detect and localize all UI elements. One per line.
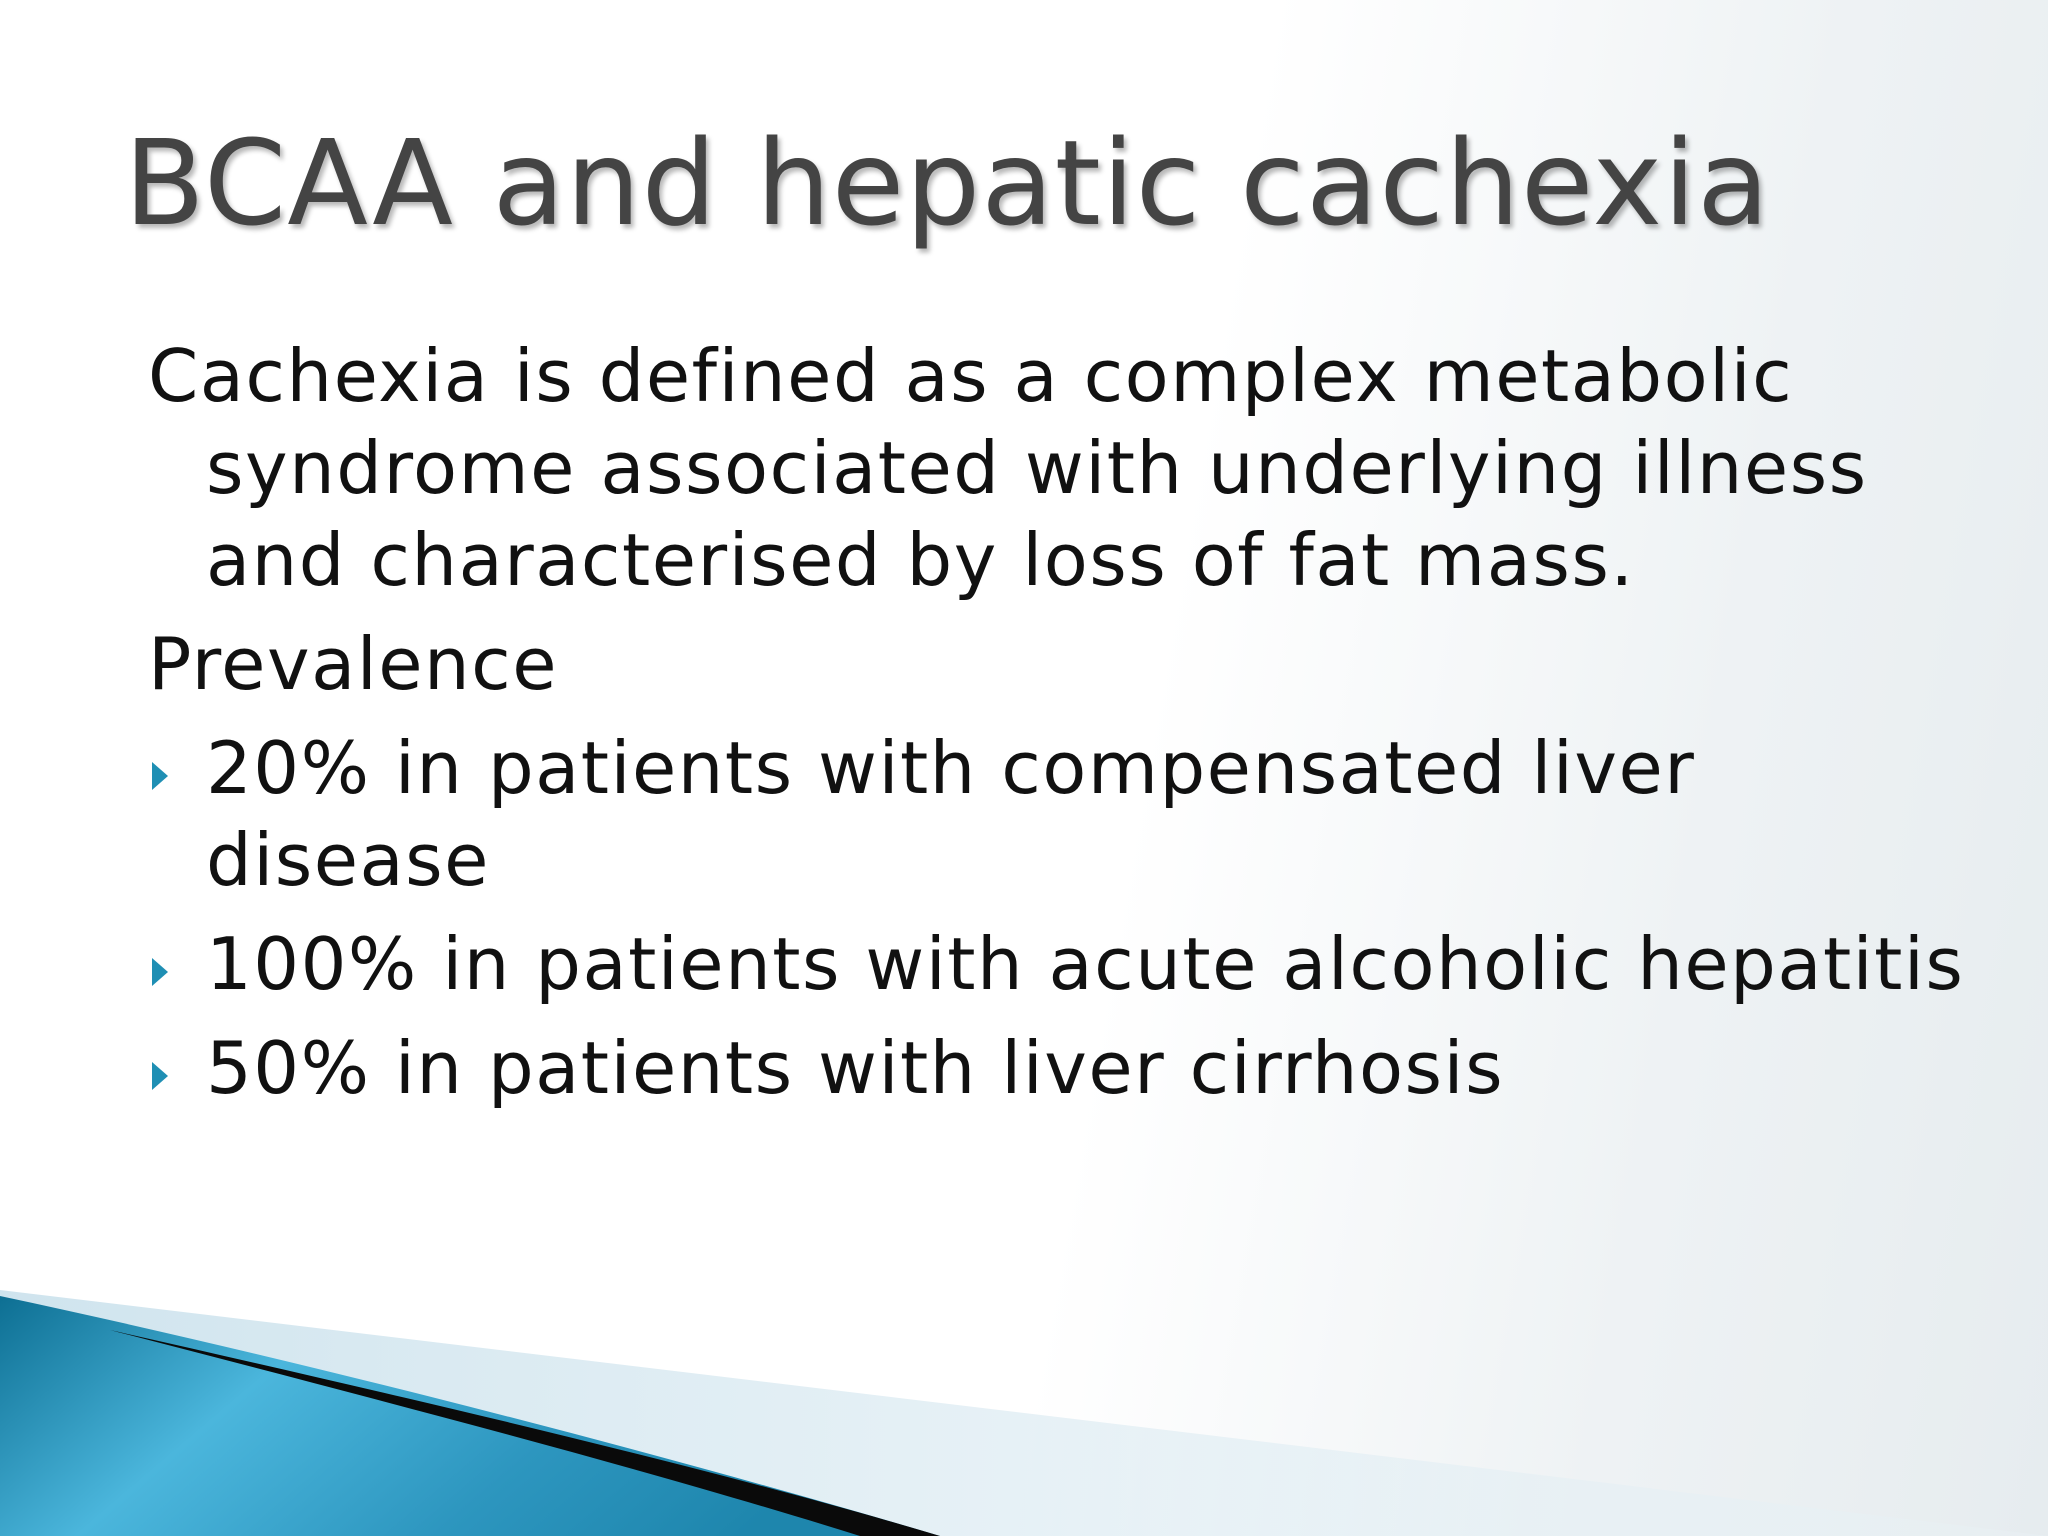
prevalence-heading: Prevalence [148,622,559,706]
list-item [148,722,1968,906]
definition-paragraph: Cachexia is defined as a complex metabolic syndrome associated with underlying illness and characterised by loss of fat mass. [148,334,1868,602]
slide-title: BCAA and hepatic cachexia [124,114,1771,252]
list-item [148,918,1968,1010]
triangle-bullet-icon [152,762,168,790]
bullet-text: 20% in patients with compensated liver disease [206,726,1696,902]
triangle-bullet-icon [152,1062,168,1090]
slide-body [148,330,1968,1126]
bullet-text: 100% in patients with acute alcoholic hepatitis [206,922,1965,1006]
bullet-text: 50% in patients with liver cirrhosis [206,1026,1505,1110]
triangle-bullet-icon [152,958,168,986]
prevalence-list [148,722,1968,1114]
list-item [148,1022,1968,1114]
